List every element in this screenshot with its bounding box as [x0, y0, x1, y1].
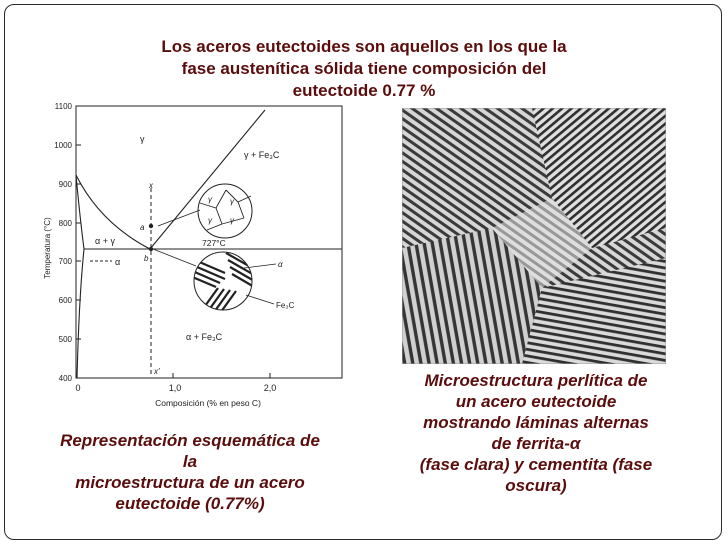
point-label-x-prime: x'	[154, 367, 160, 376]
x-tick-label: 2,0	[263, 383, 277, 393]
grain-label: γ	[230, 216, 234, 225]
phase-diagram	[40, 98, 350, 420]
region-label-alpha-fe3c: α + Fe₃C	[186, 332, 223, 342]
point-a	[149, 224, 153, 228]
caption-line: oscura)	[505, 476, 567, 495]
pearlite-label-alpha: α	[278, 260, 283, 269]
point-label-b: b	[144, 254, 149, 263]
slide-title	[120, 36, 608, 102]
x-tick-label: 0	[75, 383, 81, 393]
y-tick-label: 700	[58, 257, 72, 266]
caption-line: eutectoide (0.77%)	[115, 494, 265, 513]
region-label-alpha: α	[115, 257, 121, 267]
y-tick-label: 400	[58, 374, 72, 383]
x-tick-marks	[76, 373, 270, 378]
caption-line: (fase clara) y cementita (fase	[419, 455, 653, 474]
region-label-alpha-gamma: α + γ	[95, 236, 115, 246]
y-axis-label: Temperatura (°C)	[43, 217, 52, 279]
y-tick-label: 800	[58, 219, 72, 228]
grain-label: γ	[230, 197, 234, 206]
point-b	[149, 247, 153, 251]
diagram-caption	[40, 430, 340, 514]
region-label-gamma: γ	[140, 134, 145, 144]
title-line: Los aceros eutectoides son aquellos en los que la	[161, 37, 567, 56]
region-label-gamma-fe3c: γ + Fe₃C	[244, 150, 280, 160]
point-label-a: a	[140, 223, 145, 232]
y-tick-label: 500	[58, 335, 72, 344]
title-line: fase austenítica sólida tiene composición del	[181, 59, 547, 78]
pearlite-inset	[153, 249, 295, 316]
y-tick-label: 900	[58, 180, 72, 189]
caption-line: un acero eutectoide	[455, 392, 617, 411]
caption-line: Microestructura perlítica de	[424, 371, 648, 390]
caption-line: microestructura de un acero	[75, 473, 305, 492]
caption-line: mostrando láminas alternas	[423, 413, 649, 432]
y-tick-label: 1000	[54, 141, 72, 150]
grain-label: γ	[208, 216, 212, 225]
y-tick-label: 600	[58, 296, 72, 305]
austenite-grains-inset	[158, 184, 252, 238]
pearlite-micrograph-image	[402, 108, 666, 364]
caption-line: la	[182, 452, 198, 471]
point-label-x: x	[149, 181, 153, 190]
title-line: eutectoide 0.77 %	[292, 81, 436, 100]
caption-line: de ferrita-α	[491, 434, 581, 453]
eutectoid-temp-label: 727°C	[202, 238, 226, 248]
caption-line: Representación esquemática de	[60, 431, 320, 450]
x-tick-label: 1,0	[168, 383, 182, 393]
x-axis-label: Composición (% en peso C)	[155, 398, 261, 408]
grain-label: γ	[208, 195, 212, 204]
pearlite-label-fe3c: Fe₃C	[276, 301, 295, 310]
micrograph-caption	[398, 370, 674, 496]
y-tick-label: 1100	[54, 102, 72, 111]
